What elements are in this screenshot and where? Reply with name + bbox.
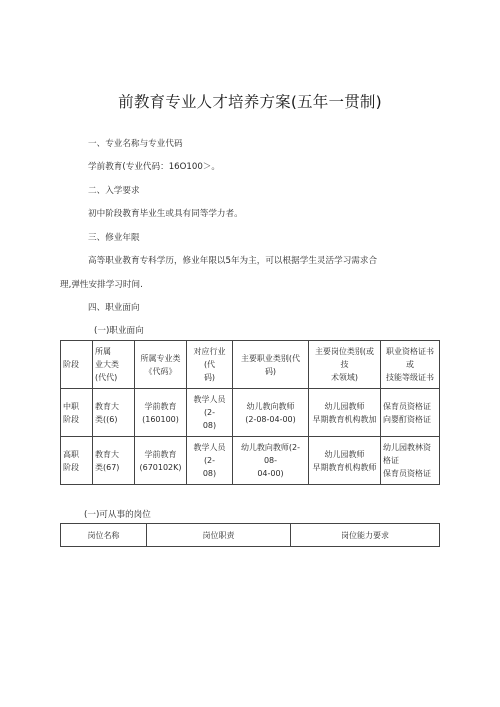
cell-occupation: 幼儿教向教师 (2-08-04-00) (233, 389, 309, 437)
header-post-ability: 岗位能力要求 (291, 524, 440, 547)
section-1-text: 学前教育(专业代码：16O100＞。 (88, 162, 220, 172)
occupation-table (60, 340, 440, 485)
cell-post: 幼儿园教师 早期教育机构教师 (309, 437, 381, 485)
cell-post: 幼儿园教师 早期教育机构教加 (309, 389, 381, 437)
section-1-heading: 一、专业名称与专业代码 (88, 139, 183, 149)
cell-major: 学前教育 (160100) (135, 389, 187, 437)
header-category: 所属 业大类 (代代) (93, 341, 135, 389)
cell-occupation: 幼儿教向教师(2-08- 04-00) (233, 437, 309, 485)
cell-stage: 中职 阶段 (61, 389, 93, 437)
section-3-text-line-2: 理,弹性安排学习时间. (60, 280, 143, 290)
section-3-text-line-1: 高等职业教育专科学历，修业年限以5年为主，可以根据学生灵活学习需求合 (88, 256, 378, 266)
section-4-subheading-1: (一)职业面向 (94, 326, 144, 336)
table-row (61, 437, 440, 485)
section-4-subheading-2: (一)可从事的岗位 (84, 510, 151, 520)
section-2-text: 初中阶段教育毕业生或具有同等学力者。 (88, 209, 243, 219)
document-title: 前教育专业人才培养方案(五年一贯制) (118, 93, 382, 111)
header-industry: 对应行业(代 码) (187, 341, 233, 389)
header-post-duty: 岗位职责 (147, 524, 291, 547)
header-major: 所属专业类 《代码》 (135, 341, 187, 389)
section-4-heading: 四、职业面向 (88, 303, 140, 313)
cell-certificate: 保育员资格证 向婴酊资格证 (381, 389, 440, 437)
header-post: 主要岗位类别(或技 术领域) (309, 341, 381, 389)
table-header-row (61, 524, 440, 547)
cell-industry: 教学人员(2- 08) (187, 437, 233, 485)
header-post-name: 岗位名称 (61, 524, 147, 547)
header-stage: 阶段 (61, 341, 93, 389)
cell-stage: 高职 阶段 (61, 437, 93, 485)
cell-category: 教育大 类(67) (93, 437, 135, 485)
cell-industry: 教学人员(2- 08) (187, 389, 233, 437)
cell-certificate: 幼儿园教林资 格证 保育员资格证 (381, 437, 440, 485)
header-certificate: 职业资格证书或 技能等级证书 (381, 341, 440, 389)
table-header-row (61, 341, 440, 389)
positions-table (60, 523, 440, 547)
cell-major: 学前教育 (670102K) (135, 437, 187, 485)
header-occupation: 主要职业类别(代 码) (233, 341, 309, 389)
section-3-heading: 三、修业年限 (88, 233, 140, 243)
table-row (61, 389, 440, 437)
section-2-heading: 二、入学要求 (88, 186, 140, 196)
cell-category: 教育大 类((6) (93, 389, 135, 437)
